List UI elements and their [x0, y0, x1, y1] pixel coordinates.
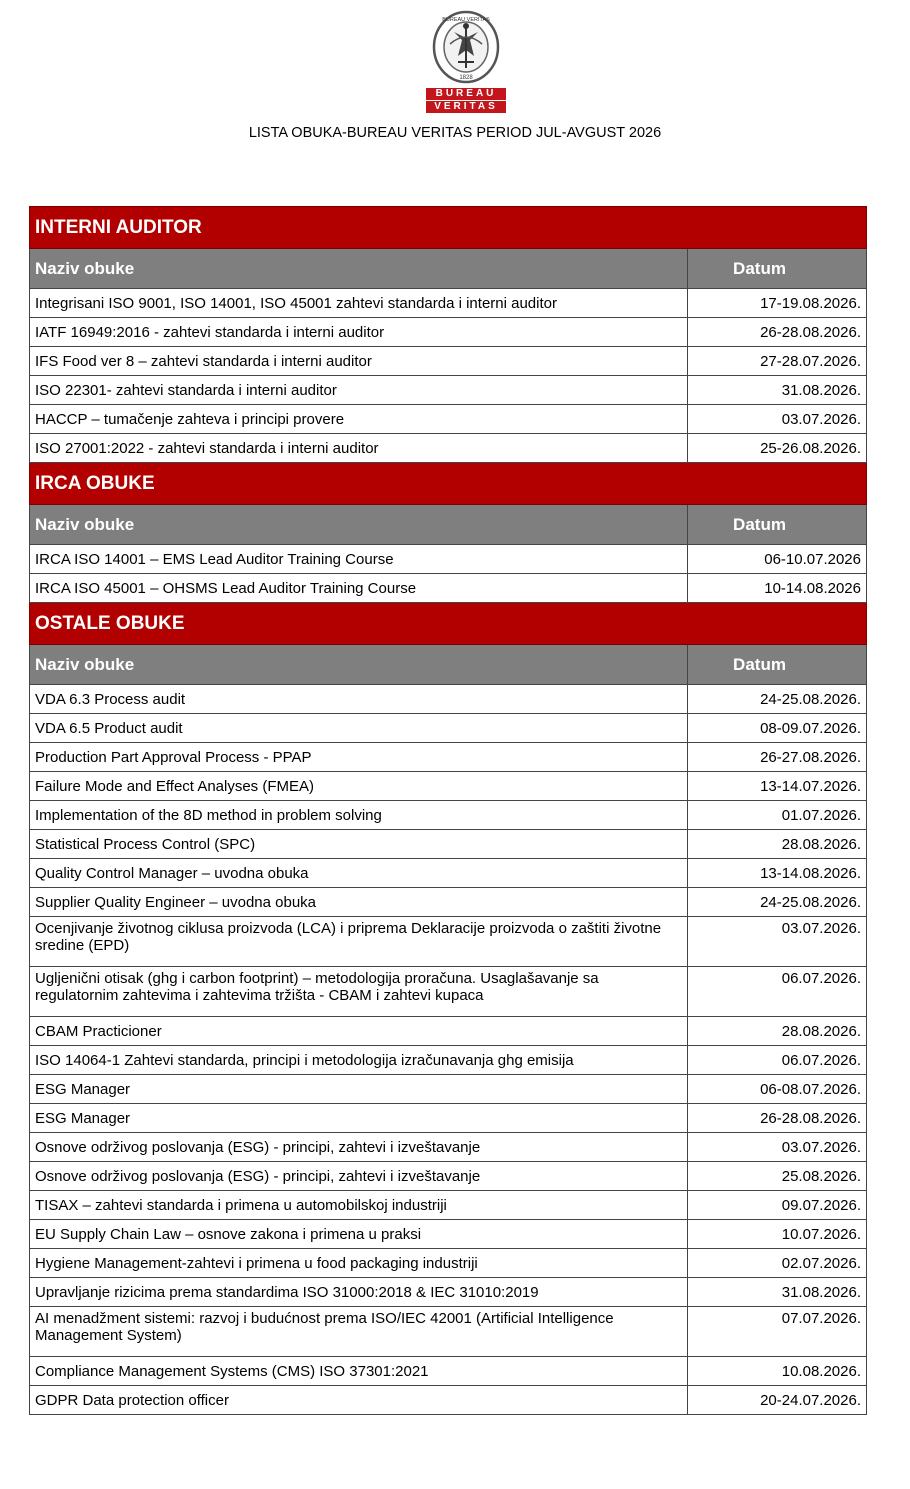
training-date: 03.07.2026. [688, 917, 867, 967]
table-row [30, 1220, 867, 1249]
training-name: EU Supply Chain Law – osnove zakona i primena u praksi [30, 1220, 688, 1249]
training-date: 27-28.07.2026. [688, 347, 867, 376]
table-row [30, 888, 867, 917]
table-row [30, 434, 867, 463]
table-row [30, 289, 867, 318]
table-row [30, 1307, 867, 1357]
column-header-row [30, 249, 867, 289]
training-name: IATF 16949:2016 - zahtevi standarda i interni auditor [30, 318, 688, 347]
training-date: 02.07.2026. [688, 1249, 867, 1278]
table-row [30, 1104, 867, 1133]
training-date: 10-14.08.2026 [688, 574, 867, 603]
training-name: IFS Food ver 8 – zahtevi standarda i interni auditor [30, 347, 688, 376]
table-row [30, 967, 867, 1017]
column-header-row [30, 645, 867, 685]
training-date: 13-14.07.2026. [688, 772, 867, 801]
table-row [30, 830, 867, 859]
training-date: 26-28.08.2026. [688, 318, 867, 347]
training-name: VDA 6.5 Product audit [30, 714, 688, 743]
table-row [30, 347, 867, 376]
training-name: Statistical Process Control (SPC) [30, 830, 688, 859]
training-name: IRCA ISO 45001 – OHSMS Lead Auditor Training Course [30, 574, 688, 603]
training-date: 25.08.2026. [688, 1162, 867, 1191]
section-header [30, 603, 867, 645]
training-date: 26-27.08.2026. [688, 743, 867, 772]
column-header-name: Naziv obuke [30, 249, 688, 289]
training-name: Upravljanje rizicima prema standardima ISO 31000:2018 & IEC 31010:2019 [30, 1278, 688, 1307]
training-name: Quality Control Manager – uvodna obuka [30, 859, 688, 888]
training-name: CBAM Practicioner [30, 1017, 688, 1046]
training-date: 03.07.2026. [688, 405, 867, 434]
table-row [30, 772, 867, 801]
training-date: 31.08.2026. [688, 1278, 867, 1307]
table-row [30, 1191, 867, 1220]
table-row [30, 1278, 867, 1307]
training-date: 20-24.07.2026. [688, 1386, 867, 1415]
training-name: Ugljenični otisak (ghg i carbon footprint) – metodologija proračuna. Usaglašavanje sa regulatornim zahtevima i zahtevima tržišta - CBAM i zahtevi kupaca [30, 967, 688, 1017]
training-table [29, 206, 867, 1415]
training-name: Ocenjivanje životnog ciklusa proizvoda (LCA) i priprema Deklaracije proizvoda o zaštiti životne sredine (EPD) [30, 917, 688, 967]
svg-text:1828: 1828 [459, 75, 473, 81]
training-date: 25-26.08.2026. [688, 434, 867, 463]
training-date: 09.07.2026. [688, 1191, 867, 1220]
training-name: IRCA ISO 14001 – EMS Lead Auditor Training Course [30, 545, 688, 574]
document-title: LISTA OBUKA-BUREAU VERITAS PERIOD JUL-AVGUST 2026 [248, 125, 662, 141]
training-name: ISO 22301- zahtevi standarda i interni auditor [30, 376, 688, 405]
training-date: 28.08.2026. [688, 1017, 867, 1046]
column-header-name: Naziv obuke [30, 645, 688, 685]
training-date: 10.08.2026. [688, 1357, 867, 1386]
training-date: 24-25.08.2026. [688, 888, 867, 917]
column-header-date: Datum [688, 645, 867, 685]
training-date: 07.07.2026. [688, 1307, 867, 1357]
bureau-veritas-logo [426, 10, 506, 113]
training-name: TISAX – zahtevi standarda i primena u automobilskoj industriji [30, 1191, 688, 1220]
column-header-date: Datum [688, 505, 867, 545]
training-name: HACCP – tumačenje zahteva i principi provere [30, 405, 688, 434]
table-row [30, 405, 867, 434]
training-name: GDPR Data protection officer [30, 1386, 688, 1415]
table-row [30, 859, 867, 888]
training-name: Production Part Approval Process - PPAP [30, 743, 688, 772]
table-row [30, 1046, 867, 1075]
logo-word-bureau: BUREAU [426, 88, 506, 100]
table-row [30, 1162, 867, 1191]
training-date: 06.07.2026. [688, 1046, 867, 1075]
training-date: 06.07.2026. [688, 967, 867, 1017]
training-date: 17-19.08.2026. [688, 289, 867, 318]
training-name: ESG Manager [30, 1075, 688, 1104]
table-row [30, 1133, 867, 1162]
table-row [30, 1249, 867, 1278]
training-name: Osnove održivog poslovanja (ESG) - principi, zahtevi i izveštavanje [30, 1133, 688, 1162]
section-header [30, 207, 867, 249]
table-row [30, 545, 867, 574]
training-date: 26-28.08.2026. [688, 1104, 867, 1133]
training-name: Failure Mode and Effect Analyses (FMEA) [30, 772, 688, 801]
table-row [30, 743, 867, 772]
training-name: ISO 14064-1 Zahtevi standarda, principi i metodologija izračunavanja ghg emisija [30, 1046, 688, 1075]
section-title: OSTALE OBUKE [30, 603, 867, 645]
section-title: IRCA OBUKE [30, 463, 867, 505]
training-name: Osnove održivog poslovanja (ESG) - principi, zahtevi i izveštavanje [30, 1162, 688, 1191]
table-row [30, 801, 867, 830]
training-date: 28.08.2026. [688, 830, 867, 859]
table-row [30, 685, 867, 714]
training-name: AI menadžment sistemi: razvoj i budućnost prema ISO/IEC 42001 (Artificial Intelligence Management System) [30, 1307, 688, 1357]
table-row [30, 1357, 867, 1386]
table-row [30, 1017, 867, 1046]
training-date: 31.08.2026. [688, 376, 867, 405]
table-row [30, 917, 867, 967]
seal-icon [432, 10, 500, 85]
section-title: INTERNI AUDITOR [30, 207, 867, 249]
training-name: Integrisani ISO 9001, ISO 14001, ISO 45001 zahtevi standarda i interni auditor [30, 289, 688, 318]
training-date: 10.07.2026. [688, 1220, 867, 1249]
table-row [30, 1386, 867, 1415]
training-date: 06-10.07.2026 [688, 545, 867, 574]
training-date: 13-14.08.2026. [688, 859, 867, 888]
training-name: Compliance Management Systems (CMS) ISO 37301:2021 [30, 1357, 688, 1386]
training-date: 06-08.07.2026. [688, 1075, 867, 1104]
column-header-date: Datum [688, 249, 867, 289]
table-row [30, 714, 867, 743]
training-date: 24-25.08.2026. [688, 685, 867, 714]
training-name: Hygiene Management-zahtevi i primena u food packaging industriji [30, 1249, 688, 1278]
table-row [30, 318, 867, 347]
table-row [30, 574, 867, 603]
training-name: Supplier Quality Engineer – uvodna obuka [30, 888, 688, 917]
section-header [30, 463, 867, 505]
column-header-row [30, 505, 867, 545]
svg-text:BUREAU VERITAS: BUREAU VERITAS [442, 17, 490, 23]
training-date: 03.07.2026. [688, 1133, 867, 1162]
training-name: ISO 27001:2022 - zahtevi standarda i interni auditor [30, 434, 688, 463]
table-row [30, 376, 867, 405]
table-row [30, 1075, 867, 1104]
training-name: Implementation of the 8D method in problem solving [30, 801, 688, 830]
training-name: VDA 6.3 Process audit [30, 685, 688, 714]
logo-word-veritas: VERITAS [426, 101, 506, 113]
training-name: ESG Manager [30, 1104, 688, 1133]
training-date: 08-09.07.2026. [688, 714, 867, 743]
training-date: 01.07.2026. [688, 801, 867, 830]
column-header-name: Naziv obuke [30, 505, 688, 545]
